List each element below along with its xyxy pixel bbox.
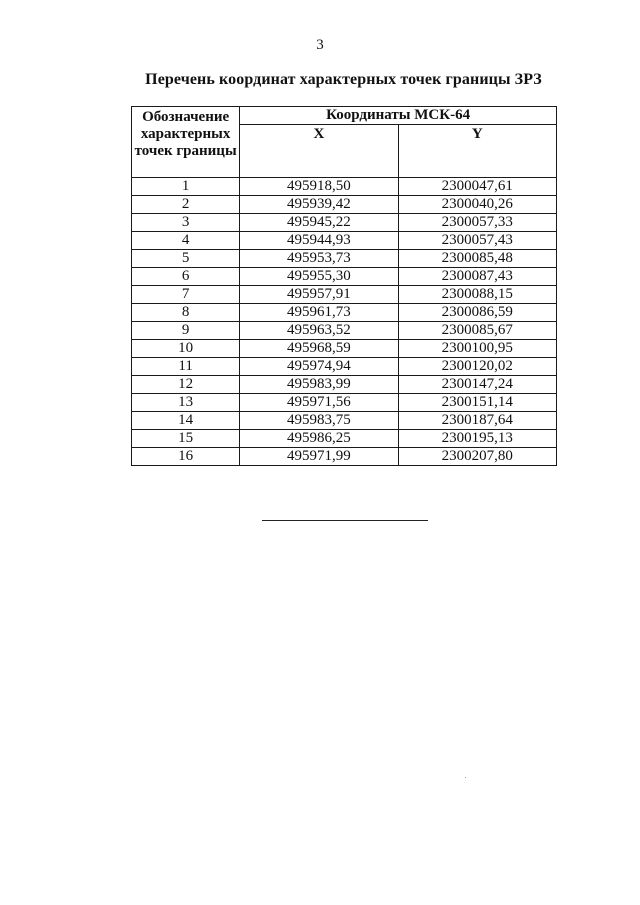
table-row	[132, 394, 557, 412]
y-coordinate-cell: 2300207,80	[398, 448, 556, 466]
y-coordinate-cell: 2300100,95	[398, 340, 556, 358]
coordinates-table	[131, 106, 557, 466]
table-row	[132, 268, 557, 286]
x-coordinate-cell: 495983,75	[240, 412, 398, 430]
x-coordinate-cell: 495986,25	[240, 430, 398, 448]
table-row	[132, 358, 557, 376]
table-row	[132, 322, 557, 340]
x-coordinate-cell: 495953,73	[240, 250, 398, 268]
x-coordinate-cell: 495939,42	[240, 196, 398, 214]
table-row	[132, 340, 557, 358]
table-row	[132, 250, 557, 268]
y-coordinate-cell: 2300195,13	[398, 430, 556, 448]
x-coordinate-cell: 495957,91	[240, 286, 398, 304]
point-number-cell: 3	[132, 214, 240, 232]
y-coordinate-cell: 2300120,02	[398, 358, 556, 376]
point-number-cell: 1	[132, 178, 240, 196]
table-row	[132, 178, 557, 196]
point-number-cell: 10	[132, 340, 240, 358]
x-coordinate-cell: 495918,50	[240, 178, 398, 196]
point-number-cell: 15	[132, 430, 240, 448]
table-row	[132, 412, 557, 430]
table-body	[132, 178, 557, 466]
y-coordinate-cell: 2300187,64	[398, 412, 556, 430]
point-number-cell: 2	[132, 196, 240, 214]
scan-speck	[465, 777, 466, 778]
y-coordinate-cell: 2300040,26	[398, 196, 556, 214]
point-number-cell: 11	[132, 358, 240, 376]
x-coordinate-cell: 495971,99	[240, 448, 398, 466]
x-coordinate-cell: 495974,94	[240, 358, 398, 376]
table-row	[132, 286, 557, 304]
point-number-cell: 7	[132, 286, 240, 304]
y-coordinate-cell: 2300151,14	[398, 394, 556, 412]
point-number-cell: 12	[132, 376, 240, 394]
x-coordinate-cell: 495983,99	[240, 376, 398, 394]
signature-line	[262, 520, 428, 521]
header-x: X	[240, 125, 398, 178]
y-coordinate-cell: 2300088,15	[398, 286, 556, 304]
x-coordinate-cell: 495961,73	[240, 304, 398, 322]
table-row	[132, 430, 557, 448]
y-coordinate-cell: 2300086,59	[398, 304, 556, 322]
y-coordinate-cell: 2300087,43	[398, 268, 556, 286]
x-coordinate-cell: 495971,56	[240, 394, 398, 412]
header-point-name: Обозначение характерных точек границы	[132, 107, 240, 178]
point-number-cell: 4	[132, 232, 240, 250]
table-row	[132, 376, 557, 394]
y-coordinate-cell: 2300147,24	[398, 376, 556, 394]
point-number-cell: 5	[132, 250, 240, 268]
header-y: Y	[398, 125, 556, 178]
point-number-cell: 9	[132, 322, 240, 340]
header-coordinates-group: Координаты МСК-64	[240, 107, 557, 125]
table-header-row	[132, 107, 557, 125]
table-row	[132, 448, 557, 466]
x-coordinate-cell: 495955,30	[240, 268, 398, 286]
table-row	[132, 232, 557, 250]
table-row	[132, 196, 557, 214]
y-coordinate-cell: 2300085,67	[398, 322, 556, 340]
table-row	[132, 304, 557, 322]
point-number-cell: 13	[132, 394, 240, 412]
point-number-cell: 14	[132, 412, 240, 430]
y-coordinate-cell: 2300057,43	[398, 232, 556, 250]
point-number-cell: 16	[132, 448, 240, 466]
point-number-cell: 6	[132, 268, 240, 286]
table-row	[132, 214, 557, 232]
page-number: 3	[316, 37, 324, 53]
y-coordinate-cell: 2300085,48	[398, 250, 556, 268]
x-coordinate-cell: 495963,52	[240, 322, 398, 340]
y-coordinate-cell: 2300047,61	[398, 178, 556, 196]
point-number-cell: 8	[132, 304, 240, 322]
y-coordinate-cell: 2300057,33	[398, 214, 556, 232]
page-title: Перечень координат характерных точек границы ЗРЗ	[145, 71, 542, 88]
x-coordinate-cell: 495968,59	[240, 340, 398, 358]
x-coordinate-cell: 495945,22	[240, 214, 398, 232]
x-coordinate-cell: 495944,93	[240, 232, 398, 250]
